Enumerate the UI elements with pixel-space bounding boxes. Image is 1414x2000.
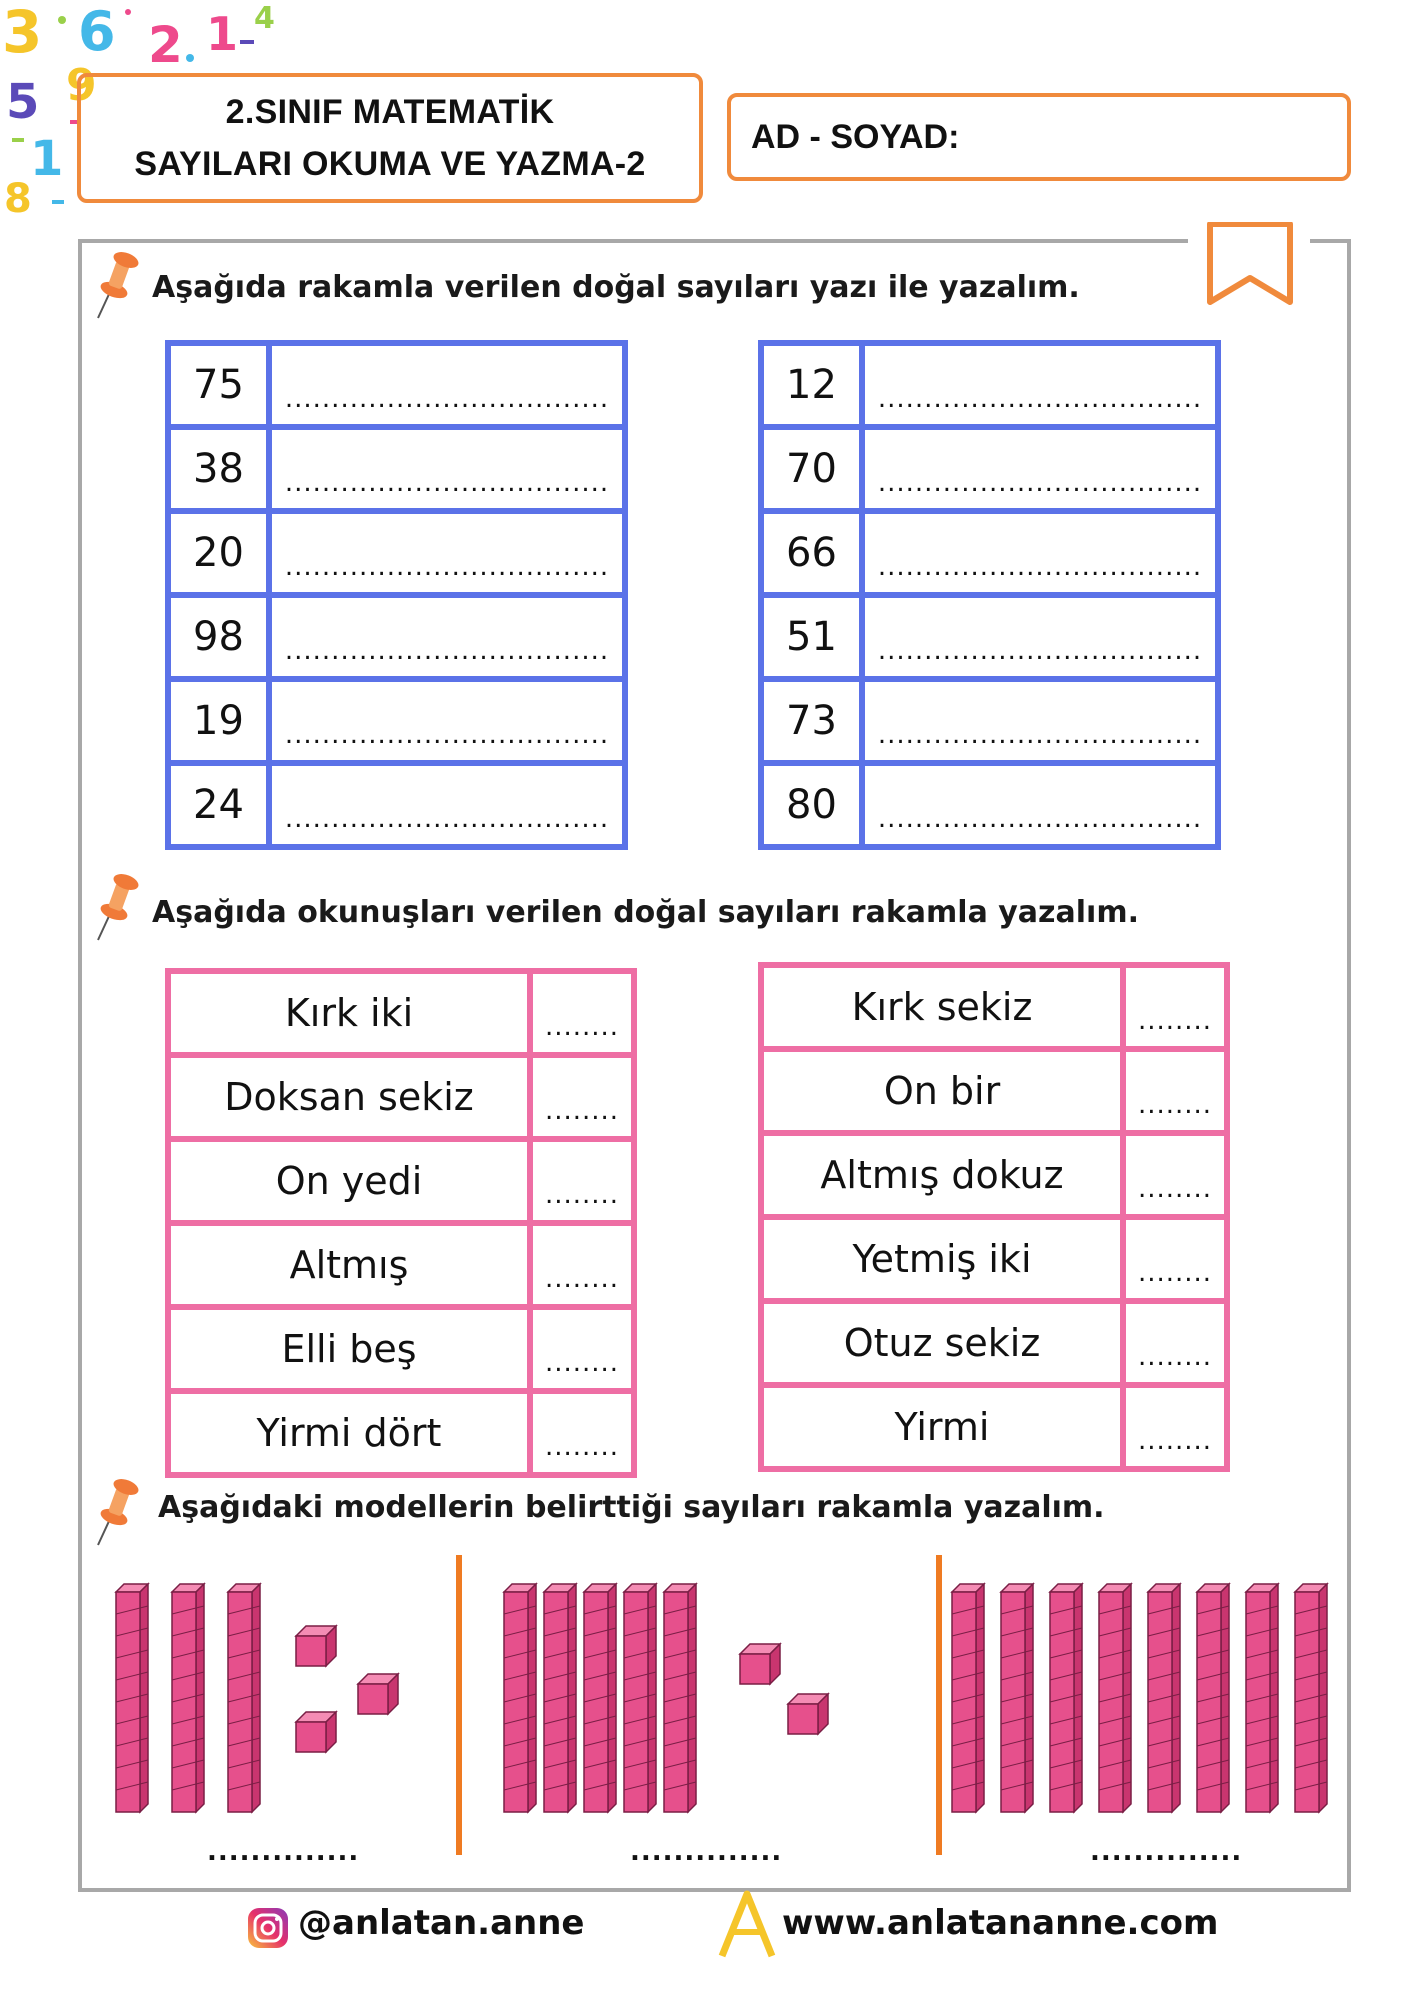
unit-cube [296,1712,336,1752]
table-row [168,595,625,679]
answer-blank[interactable]: ........ [1123,1385,1227,1469]
ten-rod [544,1584,576,1812]
number-cell: 38 [168,427,269,511]
answer-blank[interactable]: ........ [530,1223,634,1307]
ten-rod [1295,1584,1327,1812]
svg-text:6: 6 [78,0,116,63]
table-row [761,1301,1227,1385]
unit-cube [358,1674,398,1714]
answer-blank[interactable]: ................................... [862,427,1218,511]
answer-blank[interactable]: ........ [1123,965,1227,1049]
table-row [761,1049,1227,1133]
answer-blank[interactable]: ........ [1123,1217,1227,1301]
table-row [761,343,1218,427]
table-row [761,1217,1227,1301]
word-cell: Kırk iki [168,971,530,1055]
words-table-right [758,962,1230,1472]
table-row [168,343,625,427]
answer-blank[interactable]: ................................... [862,343,1218,427]
pushpin-icon [90,248,142,322]
answer-blank[interactable]: ................................... [269,679,625,763]
answer-blank[interactable]: ................................... [269,511,625,595]
table-row [168,1139,634,1223]
table-row [168,1223,634,1307]
number-cell: 75 [168,343,269,427]
word-cell: Kırk sekiz [761,965,1123,1049]
number-cell: 73 [761,679,862,763]
svg-text:3: 3 [2,0,43,66]
ten-rod [1197,1584,1229,1812]
table-row [761,965,1227,1049]
answer-blank[interactable]: ........ [530,1391,634,1475]
answer-blank[interactable]: ................................... [269,343,625,427]
ten-rod [504,1584,536,1812]
unit-cube [740,1644,780,1684]
ten-rod [1050,1584,1082,1812]
word-cell: Yirmi [761,1385,1123,1469]
worksheet-title-box [77,73,703,203]
svg-text:1: 1 [206,7,239,61]
word-cell: Altmış dokuz [761,1133,1123,1217]
answer-blank[interactable]: ........ [530,1139,634,1223]
numbers-table-left [165,340,628,850]
svg-text:9: 9 [66,60,97,111]
answer-blank[interactable]: ........ [1123,1301,1227,1385]
svg-text:2: 2 [148,16,183,74]
base-ten-models [100,1570,1340,1830]
table-row [761,679,1218,763]
number-cell: 80 [761,763,862,847]
model-answer-blank[interactable]: .............. [207,1837,360,1867]
number-cell: 12 [761,343,862,427]
table-row [761,1385,1227,1469]
pushpin-icon [90,870,142,944]
table-row [761,427,1218,511]
answer-blank[interactable]: ........ [1123,1133,1227,1217]
number-cell: 70 [761,427,862,511]
word-cell: Elli beş [168,1307,530,1391]
title-line-1: 2.SINIF MATEMATİK [225,93,555,131]
numbers-table-right [758,340,1221,850]
answer-blank[interactable]: ................................... [269,427,625,511]
table-row [168,679,625,763]
ten-rod [952,1584,984,1812]
table-row [761,1133,1227,1217]
answer-blank[interactable]: ................................... [862,511,1218,595]
word-cell: Otuz sekiz [761,1301,1123,1385]
word-cell: Yirmi dört [168,1391,530,1475]
answer-blank[interactable]: ................................... [862,763,1218,847]
word-cell: Altmış [168,1223,530,1307]
svg-text:1: 1 [30,131,64,187]
number-cell: 98 [168,595,269,679]
model-answer-blank[interactable]: .............. [630,1837,783,1867]
ten-rod [228,1584,260,1812]
words-table-left [165,968,637,1478]
answer-blank[interactable]: ................................... [269,763,625,847]
unit-cube [296,1626,336,1666]
ten-rod [624,1584,656,1812]
table-row [168,763,625,847]
bookmark-icon [1206,222,1294,308]
name-field-box[interactable] [727,93,1351,181]
website-link[interactable]: www.anlatananne.com [782,1903,1219,1943]
svg-text:5: 5 [6,74,40,130]
title-line-2: SAYILARI OKUMA VE YAZMA-2 [134,145,646,183]
word-cell: Yetmiş iki [761,1217,1123,1301]
brand-logo-icon [716,1890,778,1960]
answer-blank[interactable]: ................................... [862,595,1218,679]
model-answer-blank[interactable]: .............. [1090,1837,1243,1867]
answer-blank[interactable]: ........ [530,971,634,1055]
unit-cube [788,1694,828,1734]
number-cell: 51 [761,595,862,679]
svg-text:8: 8 [4,176,32,222]
ten-rod [1148,1584,1180,1812]
section3-instruction: Aşağıdaki modellerin belirttiği sayıları rakamla yazalım. [158,1490,1105,1525]
answer-blank[interactable]: ........ [530,1307,634,1391]
ten-rod [1001,1584,1033,1812]
section1-instruction: Aşağıda rakamla verilen doğal sayıları yazı ile yazalım. [152,270,1080,305]
ten-rod [116,1584,148,1812]
number-cell: 24 [168,763,269,847]
table-row [168,1391,634,1475]
ten-rod [172,1584,204,1812]
table-row [168,511,625,595]
ten-rod [1246,1584,1278,1812]
word-cell: On yedi [168,1139,530,1223]
svg-text:4: 4 [254,1,275,36]
pushpin-icon [90,1475,142,1549]
table-row [168,1307,634,1391]
answer-blank[interactable]: ................................... [862,679,1218,763]
number-cell: 20 [168,511,269,595]
answer-blank[interactable]: ................................... [269,595,625,679]
ten-rod [664,1584,696,1812]
ten-rod [1099,1584,1131,1812]
table-row [168,427,625,511]
word-cell: Doksan sekiz [168,1055,530,1139]
word-cell: On bir [761,1049,1123,1133]
answer-blank[interactable]: ........ [530,1055,634,1139]
table-row [761,595,1218,679]
table-row [168,971,634,1055]
number-cell: 66 [761,511,862,595]
name-label: AD - SOYAD: [751,117,960,156]
answer-blank[interactable]: ........ [1123,1049,1227,1133]
table-row [761,763,1218,847]
instagram-icon [246,1906,290,1950]
section2-instruction: Aşağıda okunuşları verilen doğal sayıları rakamla yazalım. [152,895,1139,930]
table-row [761,511,1218,595]
table-row [168,1055,634,1139]
ten-rod [584,1584,616,1812]
instagram-handle[interactable]: @anlatan.anne [298,1903,585,1943]
number-cell: 19 [168,679,269,763]
